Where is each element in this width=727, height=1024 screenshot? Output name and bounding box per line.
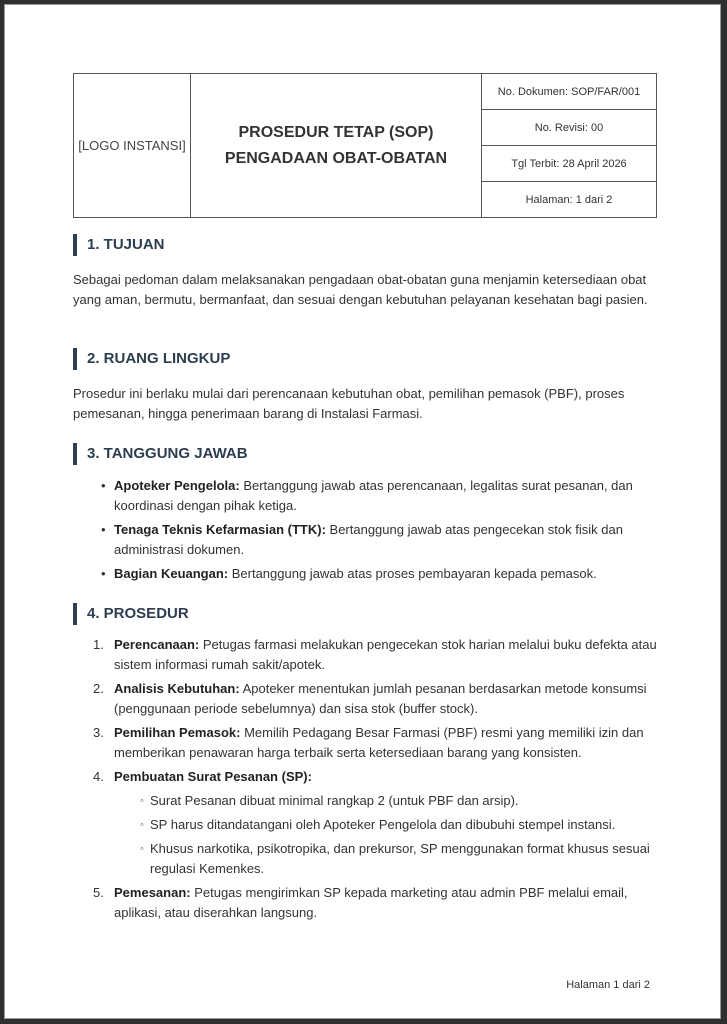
role-label: Tenaga Teknis Kefarmasian (TTK): xyxy=(114,522,326,537)
meta-document-number: No. Dokumen: SOP/FAR/001 xyxy=(482,74,657,110)
ruang-lingkup-text: Prosedur ini berlaku mulai dari perencanaan kebutuhan obat, pemilihan pemasok (PBF), proses pemesanan, hingga penerimaan barang di Instalasi Farmasi. xyxy=(73,386,625,421)
responsibility-list xyxy=(101,476,651,588)
step-label: Pembuatan Surat Pesanan (SP): xyxy=(114,769,312,784)
sub-list-item: ◦ Khusus narkotika, psikotropika, dan prekursor, SP menggunakan format khusus sesuai regulasi Kemenkes. xyxy=(140,839,659,879)
meta-revision: No. Revisi: 00 xyxy=(482,110,657,146)
list-item xyxy=(101,564,651,584)
procedure-list xyxy=(93,635,659,927)
list-item xyxy=(93,883,659,923)
step-label: Pemesanan: xyxy=(114,885,191,900)
role-desc: Bertanggung jawab atas pengecekan stok fisik dan administrasi dokumen. xyxy=(114,522,623,557)
step-desc: Petugas mengirimkan SP kepada marketing atau admin PBF melalui email, aplikasi, atau diserahkan langsung. xyxy=(114,885,628,920)
section-title-tujuan: 1. TUJUAN xyxy=(73,234,165,256)
step-desc: Apoteker menentukan jumlah pesanan berdasarkan metode konsumsi (penggunaan periode sebelumnya) dan sisa stok (buffer stock). xyxy=(114,681,647,716)
tujuan-text: Sebagai pedoman dalam melaksanakan pengadaan obat-obatan guna menjamin ketersediaan obat yang aman, bermutu, bermanfaat, dan sesuai dengan kebutuhan pelayanan kesehatan bagi pasien. xyxy=(73,272,648,307)
list-item xyxy=(101,476,651,516)
step-label: Pemilihan Pemasok: xyxy=(114,725,241,740)
document-page xyxy=(4,4,721,1019)
document-title xyxy=(191,74,482,218)
list-item xyxy=(93,679,659,719)
section-title-ruang-lingkup: 2. RUANG LINGKUP xyxy=(73,348,230,370)
step-desc: Memilih Pedagang Besar Farmasi (PBF) resmi yang memiliki izin dan memberikan penawaran harga terbaik serta ketersediaan barang yang konsisten. xyxy=(114,725,644,760)
step-label: Perencanaan: xyxy=(114,637,200,652)
step-number: 1. xyxy=(93,637,104,652)
sub-list-item: ◦ Surat Pesanan dibuat minimal rangkap 2 (untuk PBF dan arsip). xyxy=(140,791,659,811)
list-item xyxy=(93,723,659,763)
step-number: 2. xyxy=(93,681,104,696)
sub-list-item: ◦ SP harus ditandatangani oleh Apoteker Pengelola dan dibubuhi stempel instansi. xyxy=(140,815,659,835)
section-title-prosedur: 4. PROSEDUR xyxy=(73,603,189,625)
step-number: 4. xyxy=(93,769,104,784)
title-line-2: PENGADAAN OBAT-OBATAN xyxy=(224,149,448,167)
role-desc: Bertanggung jawab atas perencanaan, legalitas surat pesanan, dan koordinasi dengan pihak ketiga. xyxy=(114,478,633,513)
step-number: 5. xyxy=(93,885,104,900)
role-label: Apoteker Pengelola: xyxy=(114,478,240,493)
list-item xyxy=(93,635,659,675)
meta-issue-date: Tgl Terbit: 28 April 2026 xyxy=(482,146,657,182)
list-item xyxy=(93,767,659,879)
sub-list xyxy=(114,791,659,879)
meta-page: Halaman: 1 dari 2 xyxy=(482,182,657,218)
role-label: Bagian Keuangan: xyxy=(114,566,229,581)
title-line-1: PROSEDUR TETAP (SOP) xyxy=(238,123,434,141)
step-number: 3. xyxy=(93,725,104,740)
page-footer: Halaman 1 dari 2 xyxy=(566,979,650,991)
logo-placeholder: [LOGO INSTANSI] xyxy=(74,74,191,218)
document-header-table xyxy=(73,73,657,218)
section-title-tanggung-jawab: 3. TANGGUNG JAWAB xyxy=(73,443,248,465)
step-desc: Petugas farmasi melakukan pengecekan stok harian melalui buku defekta atau sistem informasi rumah sakit/apotek. xyxy=(114,637,657,672)
role-desc: Bertanggung jawab atas proses pembayaran kepada pemasok. xyxy=(228,566,597,581)
list-item xyxy=(101,520,651,560)
step-label: Analisis Kebutuhan: xyxy=(114,681,240,696)
